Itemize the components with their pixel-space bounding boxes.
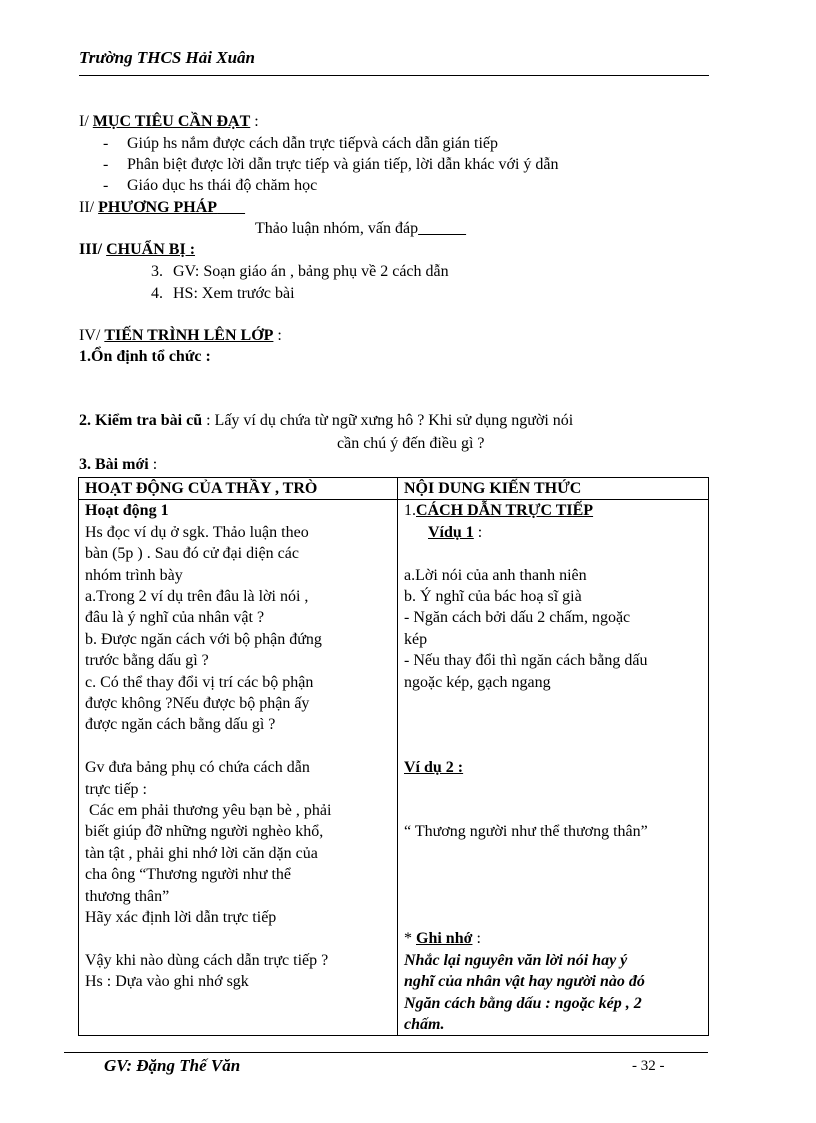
note-line: Ngăn cách bằng dấu : ngoặc kép , 2 (404, 994, 642, 1012)
note-line: nghĩ của nhân vật hay người nào đó (404, 973, 645, 991)
lesson-table (78, 477, 709, 1036)
section3-title: CHUẨN BỊ : (106, 241, 196, 258)
section3-item-number: 3. (151, 263, 163, 280)
note-line: Nhắc lại nguyên văn lời nói hay ý (404, 951, 628, 969)
step2-question: : Lấy ví dụ chứa từ ngữ xưng hô ? Khi sử dụng người nói (202, 412, 574, 429)
section1-suffix: : (250, 113, 259, 130)
activity-line: trước bằng dấu gì ? (85, 652, 209, 670)
section2-content-text: Thảo luận nhóm, vấn đáp (255, 220, 419, 237)
section1-item-text: Phân biệt được lời dẫn trực tiếp và gián tiếp, lời dẫn khác với ý dẫn (127, 156, 559, 173)
section1-title: MỤC TIÊU CẦN ĐẠT (92, 113, 251, 130)
activities-cell (79, 500, 398, 1036)
activity-title: Hoạt động 1 (85, 502, 169, 520)
content-line: ngoặc kép, gạch ngang (404, 673, 551, 691)
section1-item: - Giúp hs nắm được cách dẫn trực tiếpvà cách dẫn gián tiếp (103, 135, 498, 152)
activity-line: nhóm trình bày (85, 566, 183, 584)
table-header-row (79, 478, 709, 500)
example1-suffix: : (473, 523, 483, 541)
section1-item: - Phân biệt được lời dẫn trực tiếp và gián tiếp, lời dẫn khác với ý dẫn (103, 156, 559, 173)
activity-line: bàn (5p ) . Sau đó cử đại diện các (85, 545, 299, 563)
step3-text (79, 455, 157, 475)
content-line: b. Ý nghĩ của bác hoạ sĩ già (404, 588, 582, 606)
content-line: a.Lời nói của anh thanh niên (404, 566, 587, 584)
header-divider (79, 75, 709, 76)
activity-line: Hs : Dựa vào ghi nhớ sgk (85, 973, 249, 991)
step3-label: 3. Bài mới (79, 456, 149, 473)
section3-item (151, 262, 449, 282)
example2-label: Ví dụ 2 : (404, 759, 464, 777)
activity-line: c. Có thể thay đổi vị trí các bộ phận (85, 673, 314, 691)
section3-prefix: III/ (79, 241, 107, 258)
section2-heading (79, 198, 245, 218)
step2-text (79, 411, 573, 431)
activity-line: a.Trong 2 ví dụ trên đâu là lời nói , (85, 588, 309, 606)
section3-item-text: HS: Xem trước bài (173, 285, 295, 302)
step2-continuation: cần chú ý đến điều gì ? (337, 435, 485, 452)
section4-suffix: : (273, 327, 282, 344)
activity-line: Hs đọc ví dụ ở sgk. Thảo luận theo (85, 523, 309, 541)
example1-title: Vídụ 1 (428, 523, 474, 541)
note-label (404, 928, 702, 949)
activity-line: Các em phải thương yêu bạn bè , phải (85, 802, 332, 820)
content-heading-number: 1. (404, 502, 416, 520)
activity-line: tàn tật , phải ghi nhớ lời căn dặn của (85, 844, 318, 862)
activity-line: cha ông “Thương người như thể (85, 866, 292, 884)
activity-line: thương thân” (85, 887, 170, 905)
section4-prefix: IV/ (79, 327, 105, 344)
activity-line: được ngăn cách bằng dấu gì ? (85, 716, 276, 734)
content-cell (398, 500, 709, 1036)
activity-line: biết giúp đỡ những người nghèo khổ, (85, 823, 324, 841)
activity-line: được không ?Nếu được bộ phận ấy (85, 695, 310, 713)
footer-teacher: GV: Đặng Thế Văn (104, 1056, 241, 1075)
section2-content (255, 219, 466, 239)
section1-prefix: I/ (79, 113, 93, 130)
header-school-name: Trường THCS Hải Xuân (79, 48, 255, 67)
section1-item-text: Giáo dục hs thái độ chăm học (127, 177, 318, 194)
content-line: - Nếu thay đổi thì ngăn cách bằng dấu (404, 652, 648, 670)
table-header-activities: HOẠT ĐỘNG CỦA THẦY , TRÒ (79, 478, 398, 500)
step2-label: 2. Kiểm tra bài cũ (79, 412, 203, 429)
section2-title: PHƯƠNG PHÁP (98, 199, 218, 216)
note-prefix: * (404, 930, 416, 948)
example1-label (404, 522, 702, 543)
note-title: Ghi nhớ (416, 930, 473, 948)
section1-heading (79, 112, 259, 132)
activity-line: Hãy xác định lời dẫn trực tiếp (85, 909, 277, 927)
step3-suffix: : (148, 456, 158, 473)
section3-item (151, 284, 295, 304)
table-row (79, 500, 709, 1036)
example2-quote: “ Thương người như thể thương thân” (404, 823, 648, 841)
section4-heading (79, 326, 282, 346)
note-line: chấm. (404, 1016, 445, 1033)
section1-item: - Giáo dục hs thái độ chăm học (103, 177, 318, 194)
note-suffix: : (472, 930, 481, 948)
content-line: kép (404, 630, 428, 648)
step1-text: 1.Ổn định tổ chức : (79, 348, 211, 365)
content-line: - Ngăn cách bởi dấu 2 chấm, ngoặc (404, 609, 631, 627)
activity-line: Gv đưa bảng phụ có chứa cách dẫn (85, 759, 310, 777)
activity-line: b. Được ngăn cách với bộ phận đứng (85, 630, 322, 648)
section3-heading (79, 240, 195, 260)
page-number: - 32 - (632, 1058, 665, 1074)
activity-line: Vậy khi nào dùng cách dẫn trực tiếp ? (85, 951, 329, 969)
section3-item-text: GV: Soạn giáo án , bảng phụ về 2 cách dẫn (173, 263, 449, 280)
table-header-content: NỘI DUNG KIẾN THỨC (398, 478, 709, 500)
section4-title: TIẾN TRÌNH LÊN LỚP (104, 327, 274, 344)
activity-line: trực tiếp : (85, 780, 147, 798)
content-heading (404, 500, 702, 521)
activity-line: đâu là ý nghĩ của nhân vật ? (85, 609, 265, 627)
section3-item-number: 4. (151, 285, 163, 302)
section1-item-text: Giúp hs nắm được cách dẫn trực tiếpvà cách dẫn gián tiếp (127, 135, 498, 152)
footer-divider (64, 1052, 708, 1053)
content-heading-title: CÁCH DẪN TRỰC TIẾP (416, 502, 594, 520)
section2-prefix: II/ (79, 199, 99, 216)
